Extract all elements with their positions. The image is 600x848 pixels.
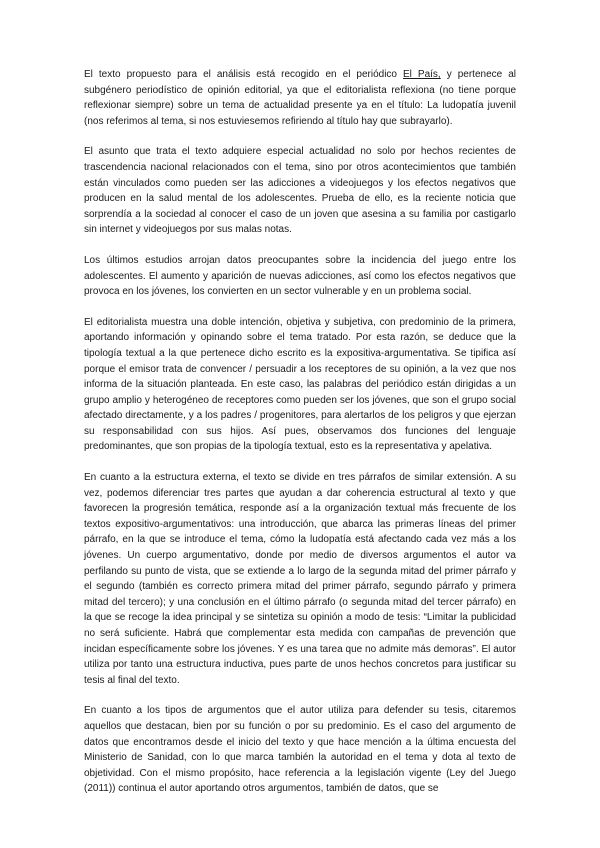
paragraph-estudios: Los últimos estudios arrojan datos preocupantes sobre la incidencia del juego entre los adolescentes. El aumento y aparición de nuevas adicciones, así como los efectos negativos que provoca en los jóvenes, los convierten en un sector vulnerable y en un problema social.: [84, 254, 516, 298]
paragraph-argumentos: En cuanto a los tipos de argumentos que el autor utiliza para defender su tesis, citaremos aquellos que destacan, bien por su función o por su predominio. Es el caso del argumento de datos que encontramos desde el inicio del texto y que hace mención a la última encuesta del Ministerio de Sanidad, con lo que marca también la autoridad en el tema y dota al texto de objetividad. Con el mismo propósito, hace referencia a la legislación vigente (Ley del Juego (2011)) continua el autor aportando otros argumentos, también de datos, que se: [84, 705, 516, 795]
paragraph-intro-start: El texto propuesto para el análisis está recogido en el periódico: [84, 69, 404, 80]
paragraph-actualidad: El asunto que trata el texto adquiere especial actualidad no solo por hechos recientes de trascendencia nacional relacionados con el tema, sino por otros acontecimientos que también están vinculados como pueden ser las adicciones a videojuegos y los efectos negativos que producen en la salud mental de los adolescentes. Prueba de ello, es la reciente noticia que sorprendía a la sociedad al conocer el caso de un joven que asesina a su familia por castigarlo sin internet y videojuegos por sus malas notas.: [84, 146, 516, 236]
newspaper-name: El País,: [403, 69, 441, 80]
paragraph-intro: [84, 67, 516, 129]
paragraph-estructura: En cuanto a la estructura externa, el texto se divide en tres párrafos de similar extensión. A su vez, podemos diferenciar tres partes que ayudan a dar coherencia estructural al texto y que favorecen la progresión temática, responde así a la organización textual más frecuente de los textos expositivo-argumentativos: una introducción, que abarca las primeras líneas del primer párrafo, en la que se introduce el tema, cómo la ludopatía está afectando cada vez más a los jóvenes. Un cuerpo argumentativo, donde por medio de diversos argumentos el autor va perfilando su punto de vista, que se extiende a lo largo de la segunda mitad del primer párrafo y el segundo (también es correcto primera mitad del primer párrafo, segundo párrafo y primera mitad del tercero); y una conclusión en el último párrafo (o segunda mitad del tercer párrafo) en la que se recoge la idea principal y se sintetiza su opinión a modo de tesis: “Limitar la publicidad no será suficiente. Habrá que complementar esta medida con campañas de prevención que incidan específicamente sobre los jóvenes. Y es una tarea que no admite más demoras”. El autor utiliza por tanto una estructura inductiva, pues parte de unos hechos concretos para justificar su tesis al final del texto.: [84, 472, 516, 686]
paragraph-intencion: El editorialista muestra una doble intención, objetiva y subjetiva, con predominio de la primera, aportando información y opinando sobre el tema tratado. Por esta razón, se deduce que la tipología textual a la que pertenece dicho escrito es la expositiva-argumentativa. Se tipifica así porque el emisor trata de convencer / persuadir a los receptores de su opinión, a la vez que nos informa de la situación planteada. En este caso, las palabras del periódico están dirigidas a un grupo amplio y heterogéneo de receptores como pueden ser los jóvenes, que son el grupo social afectado directamente, y a los padres / progenitores, para alertarlos de los peligros y que ejerzan su responsabilidad con sus hijos. Así pues, observamos dos funciones del lenguaje predominantes, que son propias de la tipología textual, esto es la representativa y apelativa.: [84, 316, 516, 453]
paragraph-intro-rest: y pertenece al subgénero periodístico de opinión editorial, ya que el editorialista reflexiona (no tiene porque reflexionar siempre) sobre un tema de actualidad presente ya en el título: La ludopatía juvenil (nos referimos al tema, si nos estuviesemos refiriendo al título hay que subrayarlo).: [84, 69, 516, 127]
